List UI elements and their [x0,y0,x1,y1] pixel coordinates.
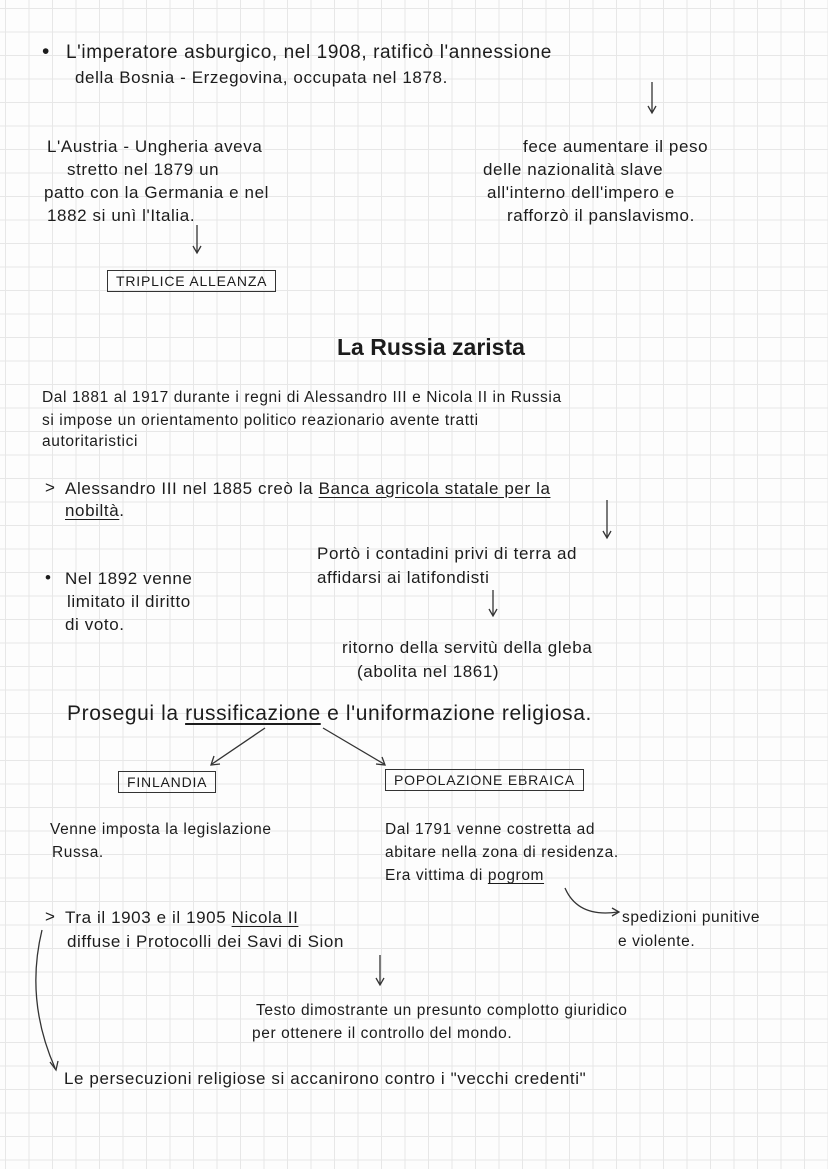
text-line: Testo dimostrante un presunto complotto giuridico [256,1002,628,1019]
marker: > [45,907,56,926]
arrow-down-protocolli [376,955,384,985]
text-line: affidarsi ai latifondisti [317,568,490,587]
text-line: fece aumentare il peso [523,137,709,156]
text-line: patto con la Germania e nel [44,183,270,202]
text: . [119,501,125,520]
text: e l'uniformazione religiosa. [320,702,592,725]
text-line: Dal 1791 venne costretta ad [385,821,596,838]
nicola-underlined: Nicola II [231,908,299,927]
text-line: all'interno dell'impero e [487,183,675,202]
text-line: abitare nella zona di residenza. [385,844,619,861]
text-line: L'Austria - Ungheria aveva [47,137,263,156]
nobilta-line [65,499,125,522]
text-line: limitato il diritto [67,592,191,611]
text-line: spedizioni punitive [622,909,761,926]
text-line: 1882 si unì l'Italia. [47,206,196,225]
text-line: Portò i contadini privi di terra ad [317,544,578,563]
russificazione-underlined: russificazione [185,702,321,725]
bullet: • [42,40,50,63]
text-line: Nel 1892 venne [65,569,193,588]
text-line: e violente. [618,933,696,950]
text-line: autoritaristici [42,433,138,450]
text-line: Venne imposta la legislazione [50,821,272,838]
arrow-persecuzioni [36,930,58,1070]
popolazione-ebraica-box: POPOLAZIONE EBRAICA [385,769,584,791]
text-line: stretto nel 1879 un [67,160,220,179]
text: Era vittima di [385,867,488,884]
arrow-down-annessione [648,82,656,113]
page-title: La Russia zarista [337,334,525,360]
alessandro-line [65,477,551,500]
marker: > [45,478,56,497]
text: Tra il 1903 e il 1905 [65,908,232,927]
text-line: rafforzò il panslavismo. [507,206,695,225]
text: Prosegui la [67,702,186,725]
text: Alessandro III nel 1885 creò la [65,479,319,498]
banca-underlined: Banca agricola statale per la [318,479,551,498]
arrow-pogrom [565,888,619,916]
protocolli-line-2: diffuse i Protocolli dei Savi di Sion [67,932,345,951]
text-line: Dal 1881 al 1917 durante i regni di Alessandro III e Nicola II in Russia [42,389,562,406]
annessione-line-2: della Bosnia - Erzegovina, occupata nel 1878. [75,68,448,87]
arrow-ebraica [323,728,385,765]
text-line: si impose un orientamento politico reazionario avente tratti [42,412,479,429]
arrow-down-triplice [193,225,201,253]
prosegui-line [67,702,592,725]
pogrom-underlined: pogrom [487,867,545,884]
annessione-line-1: L'imperatore asburgico, nel 1908, ratificò l'annessione [66,42,552,63]
bullet: • [45,568,52,587]
text-line: delle nazionalità slave [483,160,664,179]
triplice-alleanza-box: TRIPLICE ALLEANZA [107,270,276,292]
protocolli-line-1 [65,906,298,929]
arrow-down-banca [603,500,611,538]
arrow-finlandia [211,728,265,765]
nobilta-underlined: nobiltà [65,501,120,520]
text-line: di voto. [65,615,125,634]
text-line: Russa. [52,844,104,861]
pogrom-line [385,864,544,887]
text-line: (abolita nel 1861) [357,662,500,681]
text-line: per ottenere il controllo del mondo. [252,1025,513,1042]
arrow-down-latifondisti [489,590,497,616]
persecuzioni-line: Le persecuzioni religiose si accanirono contro i "vecchi credenti" [64,1069,587,1088]
finlandia-box: FINLANDIA [118,771,216,793]
text-line: ritorno della servitù della gleba [342,638,593,657]
